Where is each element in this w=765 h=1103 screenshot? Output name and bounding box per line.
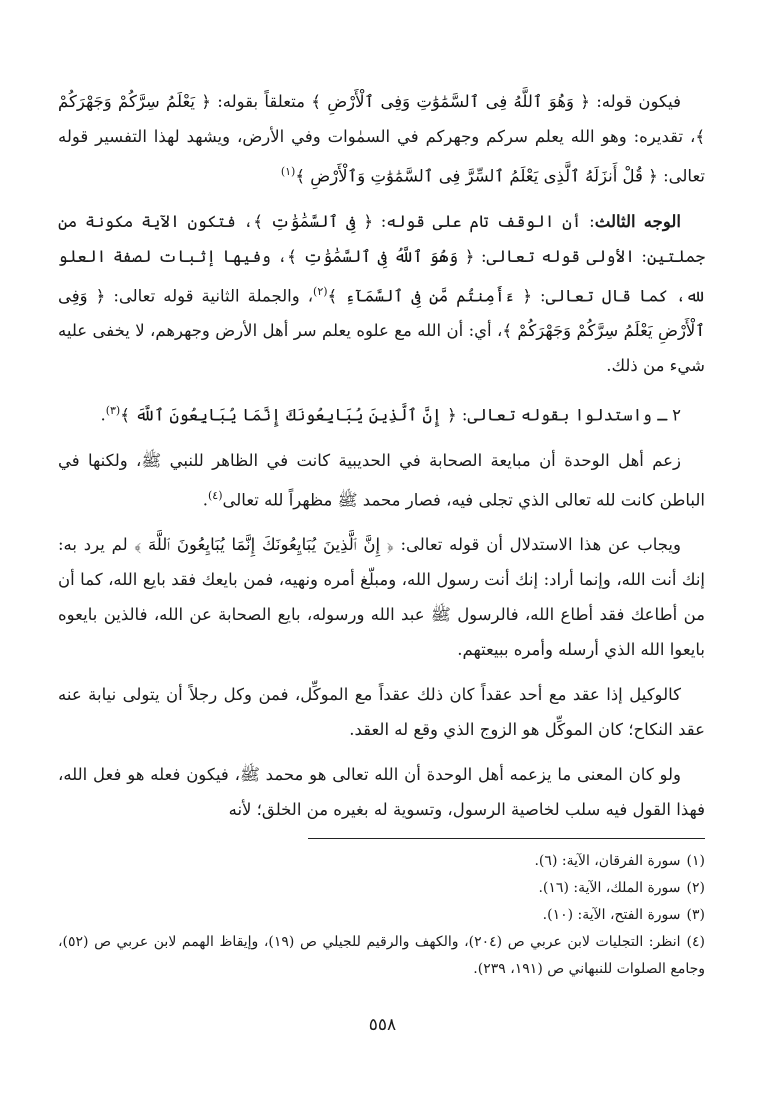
paragraph: [58, 757, 705, 827]
text-run: .: [100, 405, 106, 425]
footnote-text: سورة الملك، الآية: (١٦).: [538, 880, 681, 896]
text-run: ، أي: أن الله مع علوه يعلم سر أهل الأرض وجهرهم، لا يخفى عليه شيء من ذلك.: [58, 321, 705, 375]
section-heading: الوجه الثالث: [594, 211, 681, 231]
paragraph: [58, 393, 705, 433]
footnote-ref: (٢): [313, 284, 328, 298]
text-run: .: [202, 490, 208, 509]
quran-verse: ﴿ وَهُوَ ٱللَّهُ فِى ٱلسَّمَٰوَٰتِ وَفِى ٱلْأَرْضِ ﴾: [311, 92, 590, 111]
quran-verse: ﴿ قُلْ أَنزَلَهُ ٱلَّذِى يَعْلَمُ ٱلسِّرَّ فِى ٱلسَّمَٰوَٰتِ وَٱلْأَرْضِ ﴾: [295, 166, 658, 186]
quran-verse: ﴿ فِى ٱلسَّمَٰوَٰتِ ﴾: [253, 211, 374, 231]
text-run: لم يرد به: إنك أنت الله، وإنما أراد: إنك أنت رسول الله، ومبلّغ أمره ونهيه، فمن بايعك فقد بايع الله، كما أن من أطاعك فقد أطاع الله، فالرسول ﷺ عبد الله ورسوله، بايع الصحابة عن الله، فالذين بايعوه بايعوا الله الذي أرسله وأمره ببيعتهم.: [58, 535, 705, 659]
text-run: فيكون قوله:: [589, 92, 681, 111]
text-run: زعم أهل الوحدة أن مبايعة الصحابة في الحديبية كانت في الظاهر للنبي ﷺ، ولكنها في الباطن كانت لله تعالى الذي تجلى فيه، فصار محمد ﷺ مظهراً لله تعالى: [58, 450, 705, 509]
main-text: [58, 84, 705, 827]
footnote: [58, 902, 705, 929]
page-number: ٥٥٨: [368, 1015, 397, 1035]
footnote-text: سورة الفرقان، الآية: (٦).: [534, 853, 681, 869]
quran-verse: ﴿ وَفِى ٱلْأَرْضِ يَعْلَمُ سِرَّكُمْ وَجَهْرَكُمْ ﴾: [58, 286, 705, 340]
text-run: : أن الوقف تام على قوله:: [373, 211, 595, 231]
text-run: ولو كان المعنى ما يزعمه أهل الوحدة أن الله تعالى هو محمد ﷺ، فيكون فعله هو فعل الله، فهذا القول فيه سلب لخاصية الرسول، وتسوية له بغيره من الخلق؛ لأنه: [58, 765, 705, 819]
footnotes: [58, 848, 705, 983]
footnote-number: (٤): [686, 934, 705, 950]
text-run: كالوكيل إذا عقد مع أحد عقداً كان ذلك عقداً مع الموكِّل، فمن وكل رجلاً أن يتولى نيابة عنه عقد النكاح؛ كان الموكِّل هو الزوج الذي وقع له العقد.: [58, 685, 705, 739]
text-run: ويجاب عن هذا الاستدلال أن قوله تعالى:: [393, 535, 681, 554]
footnote-ref: (٤): [208, 488, 223, 502]
text-run: ، والجملة الثانية قوله تعالى:: [105, 286, 314, 305]
paragraph: [58, 443, 705, 518]
footnote-ref: (١): [280, 165, 296, 178]
paragraph: [58, 527, 705, 667]
text-run: ، فتكون الآية مكونة من جملتين: الأولى قوله تعالى:: [58, 211, 705, 266]
quran-verse: ﴿ يَعْلَمُ سِرَّكُمْ وَجَهْرَكُمْ ﴾: [58, 92, 705, 146]
footnote: [58, 929, 705, 983]
footnote-divider: [308, 838, 705, 839]
footnote-text: انظر: التجليات لابن عربي ص (٢٠٤)، والكهف والرقيم للجيلي ص (١٩)، وإيقاظ الهمم لابن عربي ص (٥٢)، وجامع الصلوات للنبهاني ص (١٩١، ٢٣٩).: [58, 934, 705, 977]
text-run: ٢ ـ واستدلوا بقوله تعالى:: [456, 405, 681, 425]
paragraph: [58, 677, 705, 747]
text-run: ، تقديره: وهو الله يعلم سركم وجهركم في السمٰوات وفي الأرض، ويشهد لهذا التفسير قوله تعالى:: [58, 127, 705, 186]
footnote: [58, 848, 705, 875]
footnote-text: سورة الفتح، الآية: (١٠).: [542, 907, 681, 923]
quran-verse: ﴿ إِنَّ ٱلَّذِينَ يُبَايِعُونَكَ إِنَّمَا يُبَايِعُونَ ٱللَّهَ ﴾: [120, 405, 457, 425]
quran-verse: ﴿ ءَأَمِنتُم مَّن فِى ٱلسَّمَآءِ ﴾: [327, 286, 532, 305]
footnote-ref: (٣): [105, 404, 121, 417]
footnote: [58, 875, 705, 902]
text-run: متعلقاً بقوله:: [210, 92, 312, 111]
footnote-number: (٣): [686, 907, 705, 923]
paragraph: [58, 84, 705, 194]
paragraph: [58, 204, 705, 384]
quran-verse: ﴿ وَهُوَ ٱللَّهُ فِى ٱلسَّمَٰوَٰتِ ﴾: [287, 246, 475, 266]
footnote-number: (٢): [686, 880, 705, 896]
text-run: ، وفيها إثبات لصفة العلو لله، كما قال تعالى:: [58, 246, 705, 305]
footnote-number: (١): [686, 853, 705, 869]
quran-verse: ﴿ إِنَّ ٱلَّذِينَ يُبَايِعُونَكَ إِنَّمَا يُبَايِعُونَ ٱللَّهَ ﴾: [134, 535, 394, 554]
